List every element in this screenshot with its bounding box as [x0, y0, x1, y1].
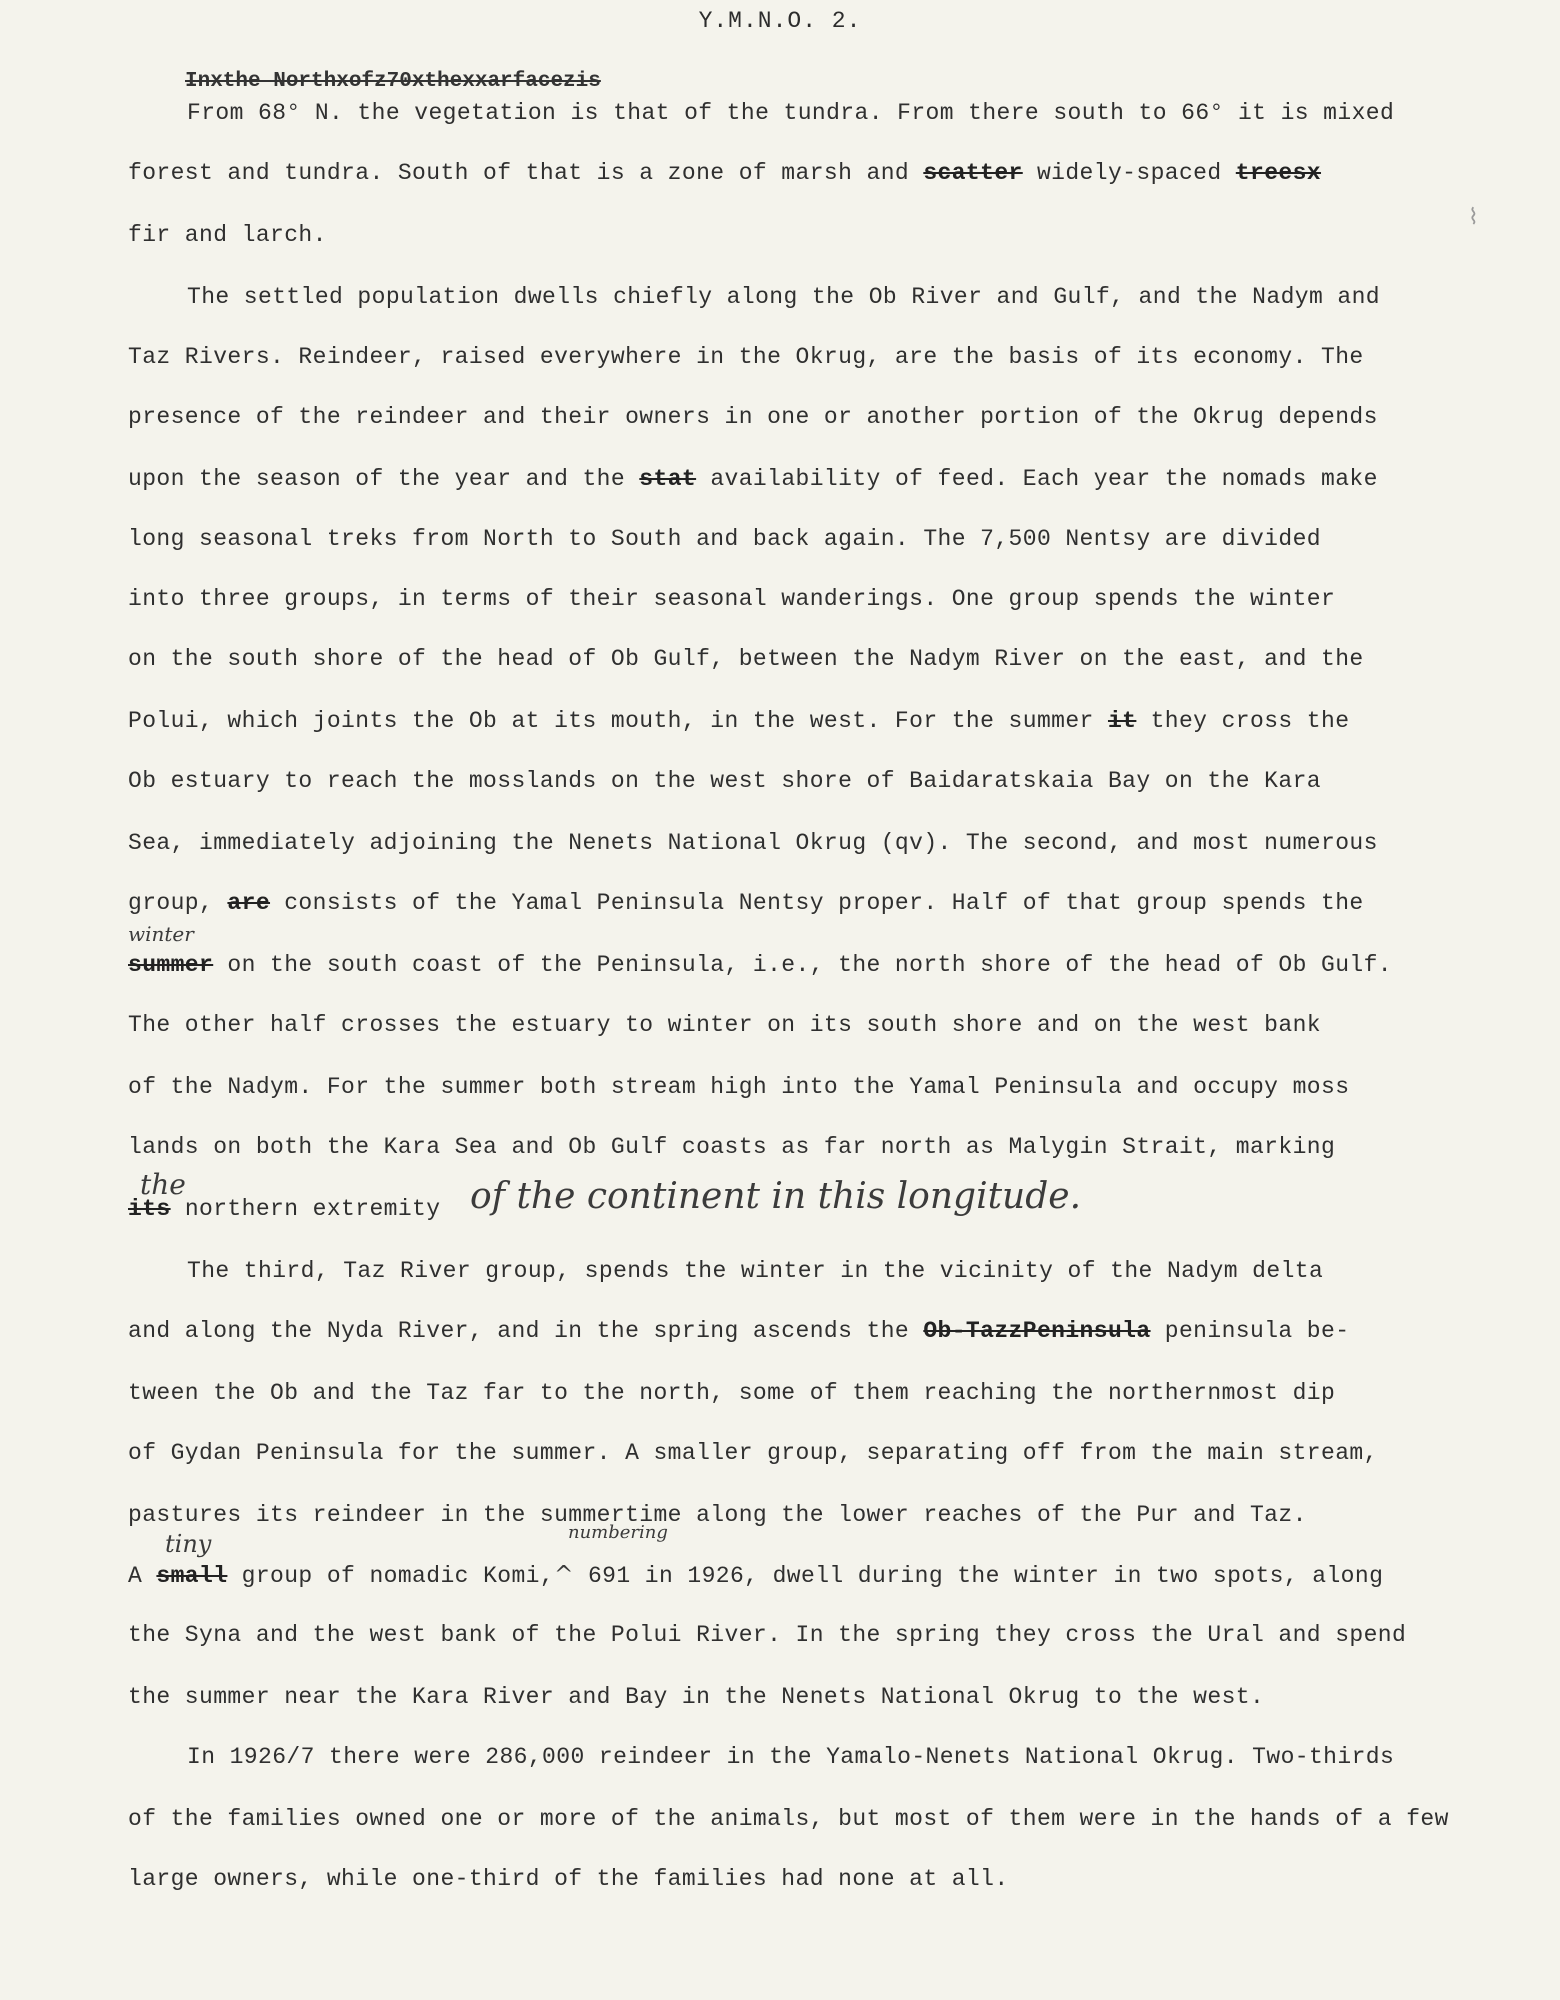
text-line: In 1926/7 there were 286,000 reindeer in the Yamalo-Nenets National Okrug. Two-thirds	[187, 1744, 1395, 1770]
text-line: Ob estuary to reach the mosslands on the west shore of Baidaratskaia Bay on the Kara	[128, 768, 1321, 794]
text-line: the summer near the Kara River and Bay in the Nenets National Okrug to the west.	[128, 1684, 1265, 1710]
handwritten-caret: ^	[554, 1562, 574, 1588]
text-line: of the Nadym. For the summer both stream high into the Yamal Peninsula and occupy moss	[128, 1074, 1350, 1100]
text-line: The other half crosses the estuary to winter on its south shore and on the west bank	[128, 1012, 1321, 1038]
text-segment: forest and tundra. South of that is a zone of marsh and	[128, 160, 910, 186]
text-segment: availability of feed. Each year the nomads make	[710, 466, 1378, 492]
text-line: presence of the reindeer and their owners in one or another portion of the Okrug depends	[128, 404, 1378, 430]
handwritten-insert: winter	[128, 922, 194, 946]
struck-word: its	[128, 1196, 171, 1222]
text-line: lands on both the Kara Sea and Ob Gulf coasts as far north as Malygin Strait, marking	[128, 1134, 1336, 1160]
struck-word: stat	[639, 466, 697, 492]
text-line: on the south shore of the head of Ob Gulf, between the Nadym River on the east, and the	[128, 646, 1364, 672]
text-segment: dwell during the winter in two spots, along	[772, 1563, 1384, 1589]
handwritten-insert: numbering	[568, 1522, 668, 1543]
struck-word: scatter	[923, 160, 1023, 186]
text-line	[128, 1196, 440, 1222]
text-line	[128, 160, 1321, 186]
struck-word: treesx	[1235, 160, 1322, 186]
struck-word: small	[156, 1563, 228, 1589]
text-line: large owners, while one-third of the families had none at all.	[128, 1866, 1009, 1892]
text-segment: group,	[128, 890, 214, 916]
text-segment: A	[128, 1563, 143, 1589]
text-segment: on the south coast of the Peninsula, i.e., the north shore of the head of Ob Gulf.	[227, 952, 1393, 978]
text-segment: and along the Nyda River, and in the spring ascends the	[128, 1318, 910, 1344]
pencil-squiggle-icon: ⌇	[1468, 205, 1479, 230]
text-line: pastures its reindeer in the summertime along the lower reaches of the Pur and Taz.	[128, 1502, 1307, 1528]
text-segment: they cross the	[1150, 708, 1350, 734]
text-segment: widely-spaced	[1036, 160, 1222, 186]
text-line: From 68° N. the vegetation is that of the tundra. From there south to 66° it is mixed	[187, 100, 1395, 126]
text-segment: group of nomadic Komi,	[241, 1563, 555, 1589]
text-line	[128, 1318, 1349, 1344]
text-segment: in 1926,	[644, 1563, 759, 1589]
text-line: Taz Rivers. Reindeer, raised everywhere in the Okrug, are the basis of its economy. The	[128, 344, 1364, 370]
text-segment: 691	[587, 1563, 631, 1589]
text-segment: upon the season of the year and the	[128, 466, 626, 492]
handwritten-insert: the	[140, 1168, 186, 1201]
struck-word: it	[1107, 708, 1137, 734]
text-line: into three groups, in terms of their seasonal wanderings. One group spends the winter	[128, 586, 1336, 612]
text-segment: consists of the Yamal Peninsula Nentsy proper. Half of that group spends the	[284, 890, 1364, 916]
text-line: Sea, immediately adjoining the Nenets National Okrug (qv). The second, and most numerous	[128, 830, 1378, 856]
text-line: tween the Ob and the Taz far to the north, some of them reaching the northernmost dip	[128, 1380, 1336, 1406]
struck-heading: Inxthe Northxofz70xthexxarfacezis	[185, 70, 601, 93]
text-line: the Syna and the west bank of the Polui River. In the spring they cross the Ural and spend	[128, 1622, 1407, 1648]
text-line	[128, 952, 1392, 978]
text-line	[128, 708, 1349, 734]
text-line: of the families owned one or more of the animals, but most of them were in the hands of a few	[128, 1806, 1449, 1832]
struck-word: Ob-TazzPeninsula	[923, 1318, 1151, 1344]
text-line	[128, 466, 1378, 492]
page-header: Y.M.N.O. 2.	[698, 8, 862, 34]
handwritten-insert: tiny	[165, 1530, 212, 1558]
struck-word: summer	[128, 952, 214, 978]
text-line: The settled population dwells chiefly along the Ob River and Gulf, and the Nadym and	[187, 284, 1380, 310]
text-line	[128, 890, 1364, 916]
text-line	[128, 1562, 1383, 1589]
handwritten-insert: of the continent in this longitude.	[470, 1176, 1082, 1217]
text-segment: peninsula be-	[1164, 1318, 1350, 1344]
text-line: The third, Taz River group, spends the winter in the vicinity of the Nadym delta	[187, 1258, 1324, 1284]
text-segment: northern extremity	[184, 1196, 441, 1222]
struck-word: are	[227, 890, 271, 916]
text-segment: Polui, which joints the Ob at its mouth, in the west. For the summer	[128, 708, 1094, 734]
text-line: long seasonal treks from North to South and back again. The 7,500 Nentsy are divided	[128, 526, 1321, 552]
text-line: fir and larch.	[128, 222, 327, 248]
text-line: of Gydan Peninsula for the summer. A smaller group, separating off from the main stream,	[128, 1440, 1378, 1466]
